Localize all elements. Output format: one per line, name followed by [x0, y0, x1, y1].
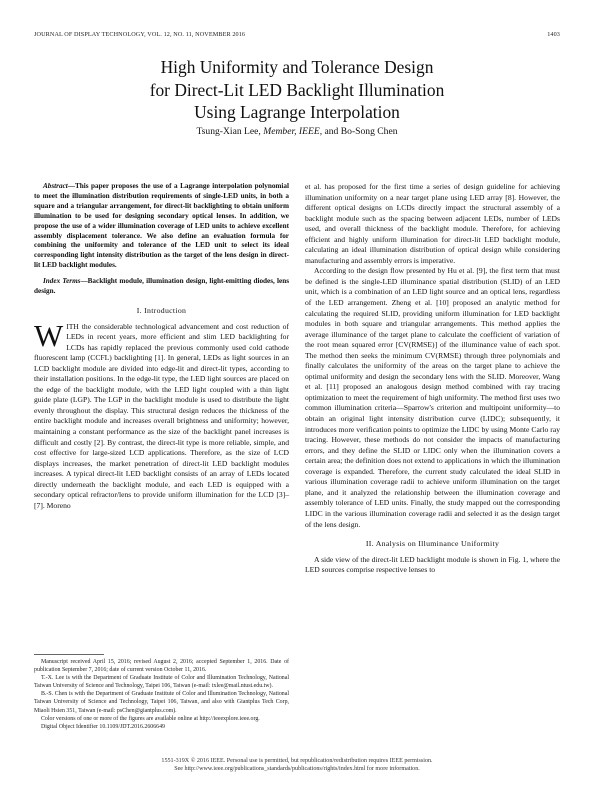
- right-paragraph-1: et al. has proposed for the first time a series of design guideline for achieving illumination uniformity on a near target plane using LED array [8]. However, the different optical designs on LCDs directly impact the structural assembly of a backlight module such as the spacing between adjacent LEDs, number of LEDs used, and overall thickness of the backlight module. Therefore, for achieving efficient and highly uniform illumination for direct-lit LED backlight module, calculating an ideal illumination distribution of optical design while considering manufacturing and assembly errors is imperative.: [305, 182, 560, 265]
- abstract-text: —This paper proposes the use of a Lagrange interpolation polynomial to meet the illumination distribution requirements of single-LED units, in both a square and a triangular arrangement, for direct-lit backlighting to obtain uniform illumination to be used for designing secondary optical lenses. In addition, we propose the use of a wider illumination coverage of LED units to achieve excellent assembly displacement tolerance. We also define an evaluation formula for combining the uniformity and tolerance of the LED unit to select its ideal corresponding light intensity distribution as the target of the lens design in direct-lit LED backlight modules.: [34, 182, 289, 270]
- author-1: Tsung-Xian Lee,: [196, 126, 264, 137]
- title-line-2: for Direct-Lit LED Backlight Illumination: [149, 79, 445, 100]
- page-number: 1403: [547, 31, 560, 38]
- intro-text: ITH the considerable technological advancement and cost reduction of LEDs in recent years, more efficient and slim LED backlighting for LCDs has rapidly replaced the previous commonly used cold cathode fluorescent lamp (CCFL) backlighting [1]. In general, LEDs as light sources in an LCD backlight module are divided into edge-lit and direct-lit types, according to their installation positions. In the edge-lit type, the LED light sources are placed on the edge of the backlight module, with the LED light coupled with a thin light guide plate (LGP). The LGP in the backlight module is used to distribute the light evenly throughout the display. This structural design reduces the thickness of the entire backlight module and increases overall brightness and uniformity; however, maintaining a constant performance as the size of the backlight panel increases is difficult and costly [2]. By contrast, the direct-lit type is more reliable, simple, and cost effective for large-sized LCD applications. Therefore, as the size of LCD displays increases, the market penetration of direct-lit LED backlight modules increases. A typical direct-lit LED backlight consists of an array of LEDs located directly underneath the backlight module, and each LED is equipped with a secondary optical refractor/lens to provide uniform illumination for the LCD [3]–[7]. Moreno: [34, 321, 289, 510]
- title-line-1: High Uniformity and Tolerance Design: [160, 57, 434, 77]
- paper-title: [40, 56, 554, 124]
- running-header: [34, 31, 560, 38]
- abstract-lead: Abstract: [43, 182, 68, 190]
- section-heading-introduction: I. Introduction: [136, 305, 187, 315]
- title-line-3: Using Lagrange Interpolation: [194, 102, 400, 122]
- footnote-author-1: T.-X. Lee is with the Department of Graduate Institute of Color and Illumination Technology, National Taiwan University of Science and Technology, Taipei 106, Taiwan (e-mail: txlee@mail.ntust.edu.tw).: [34, 675, 289, 690]
- intro-paragraph: [34, 317, 289, 512]
- left-column: [34, 182, 289, 511]
- copyright-footer: [0, 757, 594, 773]
- footnote-author-2: B.-S. Chen is with the Department of Graduate Institute of Color and Illumination Technology, National Taiwan University of Science and Technology, Taipei 106, Taiwan, and also with Giantplus Tech Corp, Miaoli Hsien 351, Taiwan (e-mail: psChen@giantplus.com).: [34, 691, 289, 714]
- index-terms: [34, 277, 289, 297]
- author-1-role: Member, IEEE,: [263, 126, 323, 137]
- drop-cap: W: [34, 317, 64, 353]
- copyright-line-1: 1551-319X © 2016 IEEE. Personal use is permitted, but republication/redistribution requires IEEE permission.: [161, 758, 433, 764]
- section-heading-analysis: II. Analysis on Illuminance Uniformity: [365, 539, 500, 549]
- right-paragraph-3: A side view of the direct-lit LED backlight module is shown in Fig. 1, where the LED sources comprise respective lenses to: [305, 554, 560, 575]
- footnote-received: Manuscript received April 15, 2016; revised August 2, 2016; accepted September 1, 2016. Date of publication September 7, 2016; date of current version October 11, 2016.: [34, 659, 289, 674]
- footnotes: [34, 654, 289, 731]
- author-line: [40, 126, 554, 137]
- copyright-line-2: See http://www.ieee.org/publications_standards/publications/rights/index.html for more information.: [174, 766, 420, 772]
- footnote-color: Color versions of one or more of the figures are available online at http://ieeexplore.ieee.org.: [41, 715, 260, 722]
- index-terms-text: —Backlight module, illumination design, light-emitting diodes, lens design.: [34, 277, 289, 296]
- footnote-rule: [34, 654, 104, 655]
- index-terms-lead: Index Terms: [43, 277, 81, 286]
- footnote-doi: Digital Object Identifier 10.1109/JDT.2016.2606649: [41, 723, 166, 730]
- author-2: and Bo-Song Chen: [322, 126, 398, 137]
- journal-name: JOURNAL OF DISPLAY TECHNOLOGY, VOL. 12, NO. 11, NOVEMBER 2016: [34, 31, 246, 38]
- right-paragraph-2: According to the design flow presented by Hu et al. [9], the first term that must be defined is the single-LED illuminance spatial distribution (SLID) of an LED unit, which is a combination of an LED light source and an optical lens, regardless of the LED arrangement. Zheng et al. [10] proposed an analytic method for calculating the required SLID, providing uniform illumination for LED backlight modules in both square and triangular arrangements. This method applies the average illuminance of the target plane to calculate the coefficient of variation of the root mean squared error [CV(RMSE)] of the illuminance value of each spot. The method then seeks the minimum CV(RMSE) through three polynomials and finally calculates the uniformity of the areas on the target plane to achieve the optimal uniformity and design the secondary lens with the SLID. Moreover, Wang et al. [11] proposed an analogous design method combined with ray tracing optimization to meet the requirement of high uniformity. The method first uses two common illumination criteria—Sparrow's criterion and multipoint uniformity—to obtain an original light intensity distribution curve (LIDC); subsequently, it introduces more verification points to optimize the LIDC by using Monte Carlo ray tracing. However, these methods do not consider the impacts of manufacturing errors, and they define the SLID or LIDC only when the illumination covers a certain area; the definition does not extend to applications in which the illumination coverage is expanded. Therefore, the current study calculated the ideal SLID in various illumination coverage radii to achieve uniform illumination on the target plane, and it analyzed the relationship between the illumination coverage and assembly tolerance of LED units. Finally, the study mapped out the corresponding LIDC in the various illumination coverage radii and selected it as the design target of the lens design.: [305, 266, 560, 529]
- right-column: [305, 182, 560, 576]
- abstract: [34, 182, 289, 271]
